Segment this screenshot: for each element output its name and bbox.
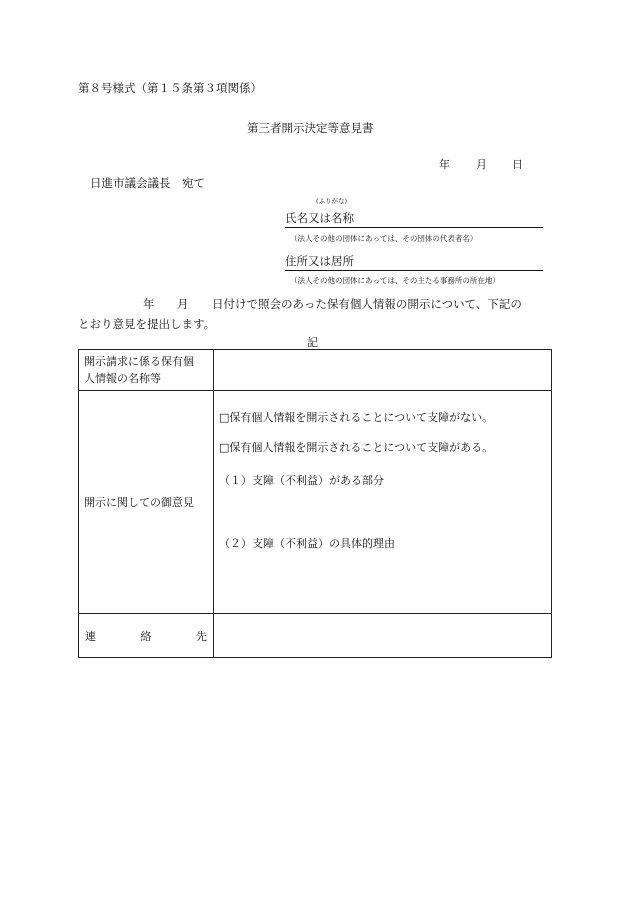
- form-number: 第８号様式（第１５条第３項関係）: [78, 81, 262, 95]
- furigana-label: (ふりがな): [316, 197, 348, 205]
- checkbox-issue[interactable]: □: [219, 441, 230, 454]
- address-label: 住所又は居所: [285, 254, 354, 268]
- address-field[interactable]: [285, 253, 543, 271]
- option-no-issue[interactable]: [219, 409, 493, 425]
- contact-char-1: 連: [85, 629, 96, 643]
- contact-label: [79, 628, 213, 644]
- opinion-label: 開示に関しての御意見: [84, 495, 194, 509]
- date-year-label: 年: [439, 158, 450, 171]
- contact-char-2: 絡: [140, 629, 152, 643]
- intro-line1: 日付けで照会のあった保有個人情報の開示について、下記の: [212, 297, 522, 311]
- option-no-issue-label: 保有個人情報を開示されることについて支障がない。: [229, 411, 494, 424]
- ki-label: 記: [307, 336, 318, 349]
- intro-month-label: 月: [177, 297, 189, 311]
- option-issue[interactable]: [219, 439, 493, 455]
- info-name-label-cell: [79, 350, 214, 391]
- sub-item-issue-part: （１）支障（不利益）がある部分: [219, 474, 384, 487]
- date-day-label: 日: [512, 158, 523, 171]
- table-row-opinion: [79, 391, 552, 614]
- page-title: 第三者開示決定等意見書: [247, 121, 374, 135]
- name-label: 氏名又は名称: [285, 211, 354, 225]
- contact-label-cell: [79, 614, 214, 658]
- contact-char-3: 先: [196, 629, 207, 643]
- intro-year-label: 年: [143, 297, 155, 311]
- checkbox-no-issue[interactable]: □: [219, 411, 230, 424]
- info-name-label-line1: 開示請求に係る保有個: [84, 355, 194, 368]
- opinion-label-cell: [79, 391, 214, 614]
- address-note: （法人その他の団体にあっては、その主たる事務所の所在地）: [290, 276, 500, 285]
- info-name-label-line2: 人情報の名称等: [84, 372, 161, 385]
- table-row-contact: [79, 614, 552, 658]
- opinion-input-cell[interactable]: [214, 391, 552, 614]
- info-name-input-cell[interactable]: [214, 350, 552, 391]
- name-note: （法人その他の団体にあっては、その団体の代表者名）: [290, 234, 478, 243]
- option-issue-label: 保有個人情報を開示されることについて支障がある。: [229, 441, 494, 454]
- contact-input-cell[interactable]: [214, 614, 552, 658]
- date-month-label: 月: [476, 158, 487, 171]
- sub-item-issue-reason: （２）支障（不利益）の具体的理由: [219, 537, 395, 550]
- opinion-table: [78, 349, 552, 658]
- name-field[interactable]: [285, 210, 543, 228]
- table-row-info-name: [79, 350, 552, 391]
- intro-line2: とおり意見を提出します。: [78, 317, 216, 331]
- addressee: 日進市議会議長 宛て: [90, 176, 205, 190]
